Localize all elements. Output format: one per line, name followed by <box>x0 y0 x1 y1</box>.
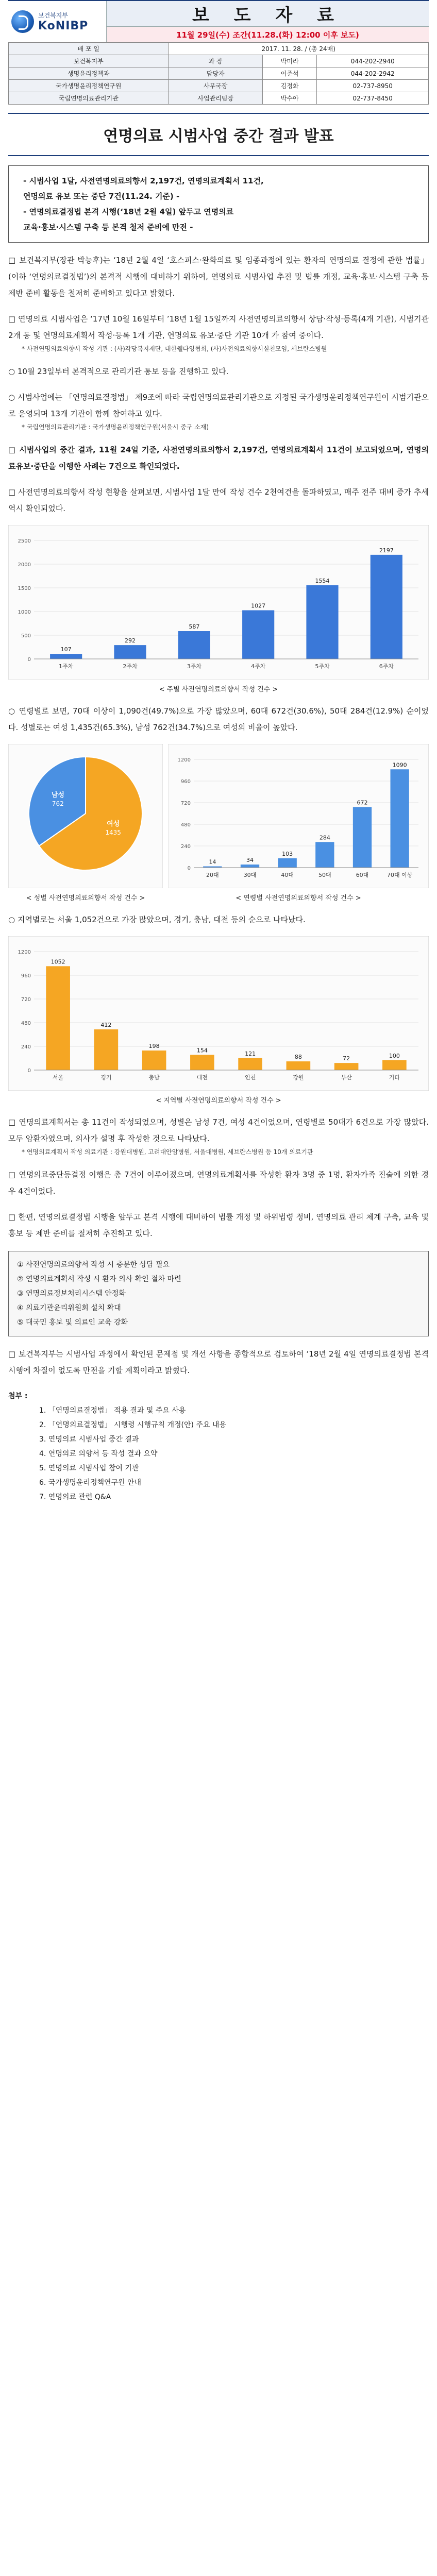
body-paragraph: ○ 시범사업에는 「연명의료결정법」 제9조에 따라 국립연명의료관리기관으로 지정된 국가생명윤리정책연구원이 시범기관으로 운영되며 13개 기관이 함께 참여하고 있다. <box>8 393 429 418</box>
x-tick-label: 70대 이상 <box>386 872 413 878</box>
bar <box>278 858 297 868</box>
bar <box>114 645 146 659</box>
data-label: 88 <box>294 1054 302 1061</box>
data-label: 672 <box>357 799 368 806</box>
body-paragraph: ○ 10월 23일부터 본격적으로 관리기관 통보 등을 진행하고 있다. <box>8 367 229 376</box>
age-chart-svg <box>168 744 429 888</box>
bar <box>94 1029 119 1070</box>
x-tick-label: 충남 <box>148 1074 160 1081</box>
x-tick-label: 3주차 <box>187 663 201 670</box>
data-label: 412 <box>100 1022 112 1029</box>
contact-row <box>9 43 429 55</box>
x-tick-label: 인천 <box>244 1074 256 1081</box>
bar <box>353 807 372 868</box>
org-logo-text: KoNIBP <box>38 20 89 32</box>
attachment-item[interactable]: 4. 연명의료 의향서 등 작성 결과 요약 <box>39 1450 158 1458</box>
data-label: 198 <box>148 1043 160 1050</box>
y-tick-label: 720 <box>180 801 191 806</box>
bar <box>46 966 70 1070</box>
main-title: 연명의료 시범사업 중간 결과 발표 <box>8 113 429 156</box>
x-tick-label: 2주차 <box>123 663 138 670</box>
attachments-heading: 첨부 : <box>8 1392 28 1400</box>
list-item: ② 연명의료계획서 작성 시 환자 의사 확인 절차 마련 <box>17 1275 181 1283</box>
data-label: 1090 <box>392 761 407 769</box>
body-paragraph: □ 연명의료계획서는 총 11건이 작성되었으며, 성별은 남성 7건, 여성 4건이었으며, 연령별로 50대가 6건으로 가장 많았다. 모두 암환자였으며, 의사가 설명 후 작성한 것으로 나타났다. <box>8 1117 429 1143</box>
x-tick-label: 기타 <box>389 1074 400 1081</box>
attachment-item[interactable]: 7. 연명의료 관련 Q&A <box>39 1493 111 1501</box>
contact-row <box>9 80 429 92</box>
x-tick-label: 30대 <box>243 872 257 878</box>
body-paragraph: ○ 지역별로는 서울 1,052건으로 가장 많았으며, 경기, 충남, 대전 등의 순으로 나타났다. <box>8 915 306 924</box>
body-paragraph: □ 한편, 연명의료결정법 시행을 앞두고 본격 시행에 대비하여 법률 개정 및 하위법령 정비, 연명의료 관리 체계 구축, 교육 및 홍보 등 제반 준비를 철저히 추진하고 있다. <box>8 1212 429 1238</box>
bar <box>241 865 259 868</box>
contact-table <box>8 42 429 105</box>
body-paragraph: □ 보건복지부(장관 박능후)는 ‘18년 2월 4일 ‘호스피스·완화의료 및 임종과정에 있는 환자의 연명의료 결정에 관한 법률」(이하 ‘연명의료결정법’)의 본격적 시행에 대비하기 위하여, 연명의료 시범사업 추진 및 법률 개정, 교육·홍보·시스템 구축 등 제반 준비 활동을 철저히 준비하고 있다고 밝혔다. <box>8 256 429 298</box>
list-item: ⑤ 대국민 홍보 및 의료인 교육 강화 <box>17 1318 128 1327</box>
ministry-logo <box>8 1 106 42</box>
bar <box>178 631 210 659</box>
y-tick-label: 2000 <box>18 562 31 568</box>
chart-title: < 주별 사전연명의료의향서 작성 건수 > <box>159 686 278 693</box>
bar <box>190 1055 214 1070</box>
x-tick-label: 60대 <box>356 872 369 878</box>
chart-title: < 지역별 사전연명의료의향서 작성 건수 > <box>156 1097 281 1105</box>
slice-label: 남성 <box>51 791 64 799</box>
bar <box>142 1050 166 1070</box>
slice-value: 762 <box>52 800 64 807</box>
y-tick-label: 0 <box>27 657 31 663</box>
attachments <box>8 1389 429 1504</box>
chart-title: < 연령별 사전연명의료의향서 작성 건수 > <box>236 894 361 902</box>
y-tick-label: 0 <box>27 1068 31 1074</box>
weekly-chart <box>8 525 429 693</box>
data-label: 34 <box>246 857 254 864</box>
data-label: 154 <box>196 1047 208 1054</box>
contact-cell: 044-202-2942 <box>317 67 429 80</box>
attachment-item[interactable]: 5. 연명의료 시범사업 참여 기관 <box>39 1464 139 1472</box>
x-tick-label: 50대 <box>318 872 331 878</box>
data-label: 121 <box>245 1050 256 1057</box>
body-paragraph: □ 시범사업의 중간 결과, 11월 24일 기준, 사전연명의료의향서 2,197건, 연명의료계획서 11건이 보고되었으며, 연명의료유보·중단을 이행한 사례는 7건으로 확인되었다. <box>8 445 429 471</box>
slice-label: 여성 <box>107 820 120 828</box>
body-paragraph: □ 연명의료 시범사업은 ‘17년 10월 16일부터 ’18년 1월 15일까지 사전연명의료의향서 상담·작성·등록(4개 기관), 시범기관 2개 동 및 연명의료계획서 작성·등록 1개 기관, 연명의료 유보·중단 기관 10개 가 참여 중이다. <box>8 314 429 340</box>
contact-cell: 사업관리팀장 <box>169 92 262 105</box>
contact-cell: 044-202-2940 <box>317 55 429 67</box>
data-label: 1027 <box>251 602 266 609</box>
body-paragraph: □ 보건복지부는 시범사업 과정에서 확인된 문제점 및 개선 사항을 종합적으로 검토하여 ‘18년 2월 4일 연명의료결정법 본격 시행에 차질이 없도록 만전을 기할 계획이라고 밝혔다. <box>8 1349 429 1375</box>
contact-cell: 이준석 <box>262 67 317 80</box>
x-tick-label: 부산 <box>341 1074 352 1081</box>
org-name: 보건복지부 <box>38 12 68 19</box>
y-tick-label: 720 <box>21 997 31 1003</box>
contact-cell: 과 장 <box>169 55 262 67</box>
contact-cell: 김정화 <box>262 80 317 92</box>
bar <box>334 1063 359 1070</box>
contact-cell: 생명윤리정책과 <box>9 67 169 80</box>
contact-cell: 배 포 일 <box>9 43 169 55</box>
y-tick-label: 2500 <box>18 538 31 544</box>
bar <box>238 1058 262 1070</box>
contact-cell: 02-737-8450 <box>317 92 429 105</box>
data-label: 72 <box>343 1055 350 1062</box>
body-paragraph: ○ 연령별로 보면, 70대 이상이 1,090건(49.7%)으로 가장 많았으며, 60대 672건(30.6%), 50대 284건(12.9%) 순이었다. 성별로는 여성 1,435건(65.3%), 남성 762건(34.7%)으로 여성의 비율이 높았다. <box>8 706 429 732</box>
attachment-item[interactable]: 2. 「연명의료결정법」 시행령 시행규칙 개정(안) 주요 내용 <box>39 1421 226 1429</box>
x-tick-label: 5주차 <box>315 663 330 670</box>
y-tick-label: 1500 <box>18 586 31 591</box>
y-tick-label: 480 <box>21 1021 31 1026</box>
bar <box>382 1060 407 1070</box>
y-tick-label: 1200 <box>18 950 31 955</box>
data-label: 1554 <box>315 578 330 585</box>
gender-pie-svg <box>8 744 163 888</box>
list-item: ③ 연명의료정보처리시스템 안정화 <box>17 1290 126 1298</box>
improvement-box <box>8 1251 429 1336</box>
y-tick-label: 1200 <box>177 757 191 763</box>
bar <box>371 555 402 659</box>
footnote: * 연명의료계획서 작성 의료기관 : 강원대병원, 고려대안암병원, 서울대병원, 세브란스병원 등 10개 의료기관 <box>22 1148 313 1156</box>
footnote: * 국립연명의료관리기관 : 국가생명윤리정책연구원(서울시 중구 소재) <box>22 423 209 431</box>
press-header <box>8 0 429 42</box>
summary-line: 교육·홍보·시스템 구축 등 본격 철저 준비에 만전 - <box>23 223 193 232</box>
contact-cell: 박미라 <box>262 55 317 67</box>
contact-row <box>9 92 429 105</box>
footnote: * 사전연명의료의향서 작성 기관 : (사)각당복지재단, 대한웰다잉협회, (사)사전의료의향서실천모임, 세브란스병원 <box>22 345 327 352</box>
attachment-item[interactable]: 1. 「연명의료결정법」 적용 결과 및 주요 사용 <box>39 1406 186 1415</box>
data-label: 14 <box>209 858 216 866</box>
contact-cell: 2017. 11. 28. / (총 24매) <box>169 43 429 55</box>
x-tick-label: 4주차 <box>251 663 266 670</box>
data-label: 107 <box>60 646 72 653</box>
data-label: 587 <box>189 623 200 630</box>
list-item: ④ 의료기관윤리위원회 설치 확대 <box>17 1304 121 1312</box>
region-chart-svg <box>8 936 429 1091</box>
x-tick-label: 20대 <box>206 872 219 878</box>
ministry-logo-icon <box>11 10 34 33</box>
slice-value: 1435 <box>105 829 121 837</box>
y-tick-label: 960 <box>21 973 31 979</box>
x-tick-label: 대전 <box>196 1074 208 1081</box>
list-item: ① 사전연명의료의향서 작성 시 충분한 상담 필요 <box>17 1261 170 1269</box>
body-paragraph: □ 사전연명의료의향서 작성 현황을 살펴보면, 시범사업 1달 만에 작성 건수 2천여건을 돌파하였고, 매주 전주 대비 증가 추세 역시 확인되었다. <box>8 487 429 513</box>
bar <box>315 842 334 868</box>
attachment-item[interactable]: 3. 연명의료 시범사업 중간 결과 <box>39 1435 139 1444</box>
bar <box>50 654 82 659</box>
region-chart <box>8 936 429 1105</box>
contact-cell: 국가생명윤리정책연구원 <box>9 80 169 92</box>
bar <box>242 611 274 659</box>
weekly-chart-svg <box>8 525 429 680</box>
x-tick-label: 6주차 <box>379 663 394 670</box>
summary-box <box>8 165 429 243</box>
summary-line: - 시범사업 1달, 사전연명의료의향서 2,197건, 연명의료계획서 11건, <box>23 176 264 185</box>
contact-row <box>9 55 429 67</box>
summary-line: - 연명의료결정법 본격 시행(‘18년 2월 4일) 앞두고 연명의료 <box>23 207 234 216</box>
bar <box>391 769 409 868</box>
contact-cell: 보건복지부 <box>9 55 169 67</box>
contact-cell: 사무국장 <box>169 80 262 92</box>
data-label: 100 <box>389 1052 400 1059</box>
data-label: 292 <box>125 637 136 645</box>
contact-cell: 담당자 <box>169 67 262 80</box>
chart-frame <box>8 936 429 1091</box>
y-tick-label: 0 <box>187 866 191 871</box>
data-label: 103 <box>282 850 293 857</box>
embargo-date: 11월 29일(수) 조간(11.28.(화) 12:00 이후 보도) <box>106 26 429 42</box>
data-label: 284 <box>319 834 330 841</box>
y-tick-label: 500 <box>21 633 31 639</box>
data-label: 2197 <box>379 547 394 554</box>
y-tick-label: 240 <box>180 844 191 850</box>
y-tick-label: 1000 <box>18 609 31 615</box>
contact-cell: 02-737-8950 <box>317 80 429 92</box>
attachment-item[interactable]: 6. 국가생명윤리정책연구원 안내 <box>39 1479 142 1487</box>
body-paragraph: □ 연명의료중단등결정 이행은 총 7건이 이루어졌으며, 연명의료계획서를 작성한 환자 3명 중 1명, 환자가족 진술에 의한 경우 4건이었다. <box>8 1170 429 1196</box>
summary-line: 연명의료 유보 또는 중단 7건(11.24. 기준) - <box>23 192 180 201</box>
data-label: 1052 <box>51 958 65 965</box>
chart-title: < 성별 사전연명의료의향서 작성 건수 > <box>26 894 145 902</box>
contact-cell: 박수아 <box>262 92 317 105</box>
contact-row <box>9 67 429 80</box>
y-tick-label: 960 <box>180 779 191 785</box>
x-tick-label: 강원 <box>293 1074 304 1081</box>
bar <box>287 1061 311 1070</box>
x-tick-label: 1주차 <box>59 663 74 670</box>
x-tick-label: 40대 <box>281 872 294 878</box>
x-tick-label: 경기 <box>100 1074 112 1081</box>
press-release-title: 보 도 자 료 <box>106 1 429 26</box>
gender-age-charts <box>8 744 429 902</box>
y-tick-label: 240 <box>21 1044 31 1050</box>
contact-cell: 국립연명의료관리기관 <box>9 92 169 105</box>
x-tick-label: 서울 <box>52 1074 64 1081</box>
bar <box>306 585 338 659</box>
y-tick-label: 480 <box>180 822 191 828</box>
